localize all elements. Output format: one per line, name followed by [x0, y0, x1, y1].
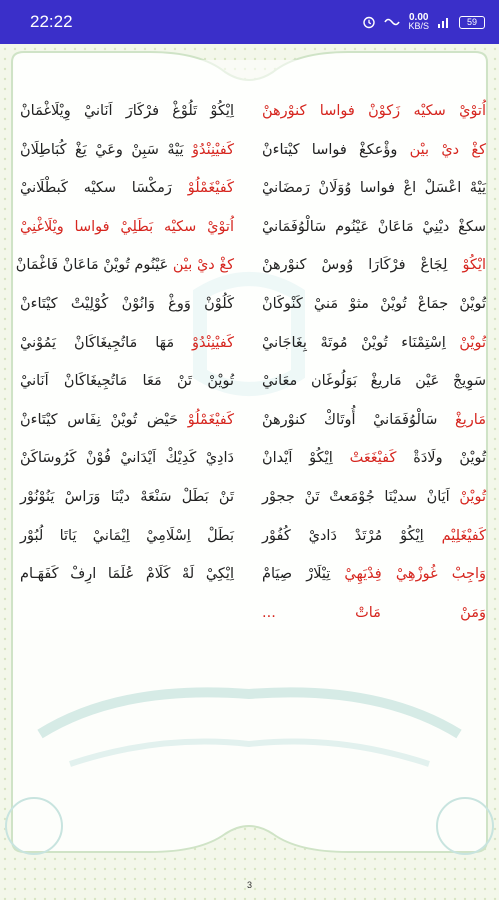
verse-text: اِيْكِيْ لَهْ كَلَامْ عُلَمَا ارِفْ كَفَهَـام — [20, 566, 234, 583]
verse-text: حَيْض تُويْنْ نِفَاس كيْتَاءنْ — [20, 411, 188, 428]
highlighted-text: وَمَنْ مَاتْ ... — [262, 604, 486, 621]
net-speed — [408, 13, 429, 31]
left_column-line — [20, 208, 234, 246]
highlighted-text: وَاجِبْ غُوزْهِيْ فِدْيَهِيْ — [344, 566, 486, 583]
verse-text: اِسْتِمْنَاء تُويْنْ مُوتَهْ بِغَاجَانيْ — [262, 334, 460, 351]
verse-text: مَهَا مَاتُجِيغَاكَانْ يَمُوْنيْ — [20, 334, 193, 351]
highlighted-text: كغْ ديْ بيْن — [172, 257, 234, 274]
verse-text: وؤْعكغْ فواسا كيْتاءنْ — [262, 141, 410, 158]
highlighted-text: ايْكُوْ — [462, 257, 486, 274]
verse-text: يَيْهْ سَبِنْ وعَيْ يَغْ كُبَاطِلَانْ — [20, 141, 193, 158]
link-icon — [384, 16, 400, 28]
left_column-line — [20, 169, 234, 207]
verse-text: سَوِيجْ عَيْن مَاريغْ بَوَلُوغَان معَانيْ — [262, 373, 486, 390]
signal-icon — [437, 16, 451, 29]
right_column-line — [262, 478, 486, 516]
status-icons — [362, 13, 485, 31]
battery-icon: 59 — [459, 16, 485, 29]
right_column-line — [262, 555, 486, 593]
verse-text: اِيْكُوْ مُرْتَدْ دَاديْ كُفُوْر — [262, 527, 442, 544]
verse-text: تُويْنْ جمَاعْ تُويْنْ مثوْ مَنيْ كَنْوكَانْ — [262, 296, 486, 312]
net-speed-unit: KB/S — [408, 21, 429, 31]
right_column-line — [262, 246, 486, 284]
highlighted-text: كَفيْغَمْلُوْ — [187, 411, 234, 428]
highlighted-text: كَفيْنِنْدُوْ — [192, 141, 234, 158]
verse-text: سَالْوُفَمَانيْ أُوتَاكْ كنوْرهنْ — [262, 411, 456, 428]
right_column-line — [262, 208, 486, 246]
verse-text: تَنْ بَطَلْ سَنْعَهْ ديْنَا وَرَاسْ يَنُوْنُوْر — [20, 489, 234, 505]
highlighted-text: مَاريغْ — [455, 411, 486, 428]
highlighted-text: كَفيْغَمْلُوْ — [187, 180, 234, 197]
left_column-line — [20, 324, 234, 362]
verse-text: تُويْنْ تَنْ مَعَا مَاتُجِيغَاكَانْ اَنَانيْ — [20, 373, 234, 390]
page-number: 3 — [246, 880, 252, 890]
right_column-line — [262, 131, 486, 169]
right_column-line — [262, 439, 486, 477]
verse-text: دَادِيْ كَدِيْكْ اَيْدَانيْ فُوْنْ كَرُوسَاكَنْ — [20, 450, 234, 467]
verse-text: كَلُوْنْ وَوغْ وَانُوْنْ كُوْلِيْتْ كيْتَاءنْ — [20, 296, 234, 312]
right_column-line — [262, 92, 486, 130]
right_column-line — [262, 285, 486, 323]
alarm-icon — [362, 15, 376, 29]
highlighted-text: كغْ ديْ بيْن — [409, 141, 486, 158]
right_column-line — [262, 324, 486, 362]
verse-text: بَطَلْ اِسْلَامِيْ اِيْمَانيْ يَاتَا لُبُوْر — [20, 527, 234, 544]
status-bar — [0, 0, 499, 44]
right_column-line — [262, 517, 486, 555]
verse-text: اِيْكُوْ تَلُوْغْ فرْكَارَ اَنَانيْ وِيْلَاغْمَانْ — [20, 103, 234, 119]
book-page — [0, 44, 499, 900]
verse-text: سكغْ ديْنِيْ مَاعَانْ عَيْنُوم سَالْوُفَمَانيْ — [262, 218, 486, 235]
left_column-line — [15, 246, 234, 284]
highlighted-text: كَفيْغَعَتْ — [349, 450, 414, 467]
left_column-line — [20, 131, 234, 169]
net-speed-value: 0.00 — [409, 12, 429, 23]
highlighted-text: كَفيْغَلِيْم — [441, 527, 486, 544]
left_column-line — [20, 439, 234, 477]
verse-text: رَمكْسَا سكيْه كَبطْلَانيْ — [20, 180, 188, 197]
left_column-line — [20, 92, 234, 130]
verse-text: تُويْنْ ولَادَةْ — [413, 450, 486, 467]
highlighted-text: تُويْنْ — [459, 334, 486, 351]
verse-text: تِيْلَارْ صِيَامْ — [262, 566, 345, 583]
highlighted-text: تُويْنْ — [459, 489, 486, 505]
highlighted-text: كَفيْنِنْدُوْ — [192, 334, 234, 351]
left_column-line — [20, 285, 234, 323]
highlighted-text: اُتوْيْ سكيْه زَكوْنْ فواسا كنوْرهنْ — [262, 103, 486, 119]
right_column-line — [262, 401, 486, 439]
verse-text: عَيْنُوم تُويْنْ مَاعَانْ فَاغْمَانْ — [15, 257, 173, 274]
verse-text: لِجَاعْ فرْكَارَا وُوسْ كنوْرهنْ — [262, 257, 463, 274]
verse-text: يَيْهْ اعْسَلْ اعْ فواسا وُوَلَانْ رَمضَانيْ — [262, 180, 486, 197]
verse-text: اَيَانْ سديْنَا جُوْمَعتْ تَنْ ججوْر — [262, 489, 460, 505]
right_column-line — [262, 594, 486, 632]
left_column-line — [20, 478, 234, 516]
highlighted-text: اُتوْيْ سكيْه بَطَلِيْ فواسا ويْلَاغْنِيْ — [20, 218, 234, 235]
left_column-line — [20, 517, 234, 555]
right_column-line — [262, 169, 486, 207]
left_column-line — [20, 401, 234, 439]
left_column-line — [20, 555, 234, 593]
right_column-line — [262, 362, 486, 400]
left_column-line — [20, 362, 234, 400]
status-time: 22:22 — [30, 12, 73, 31]
verse-text: اِيْكُوْ اَيْدانْ — [262, 450, 350, 467]
